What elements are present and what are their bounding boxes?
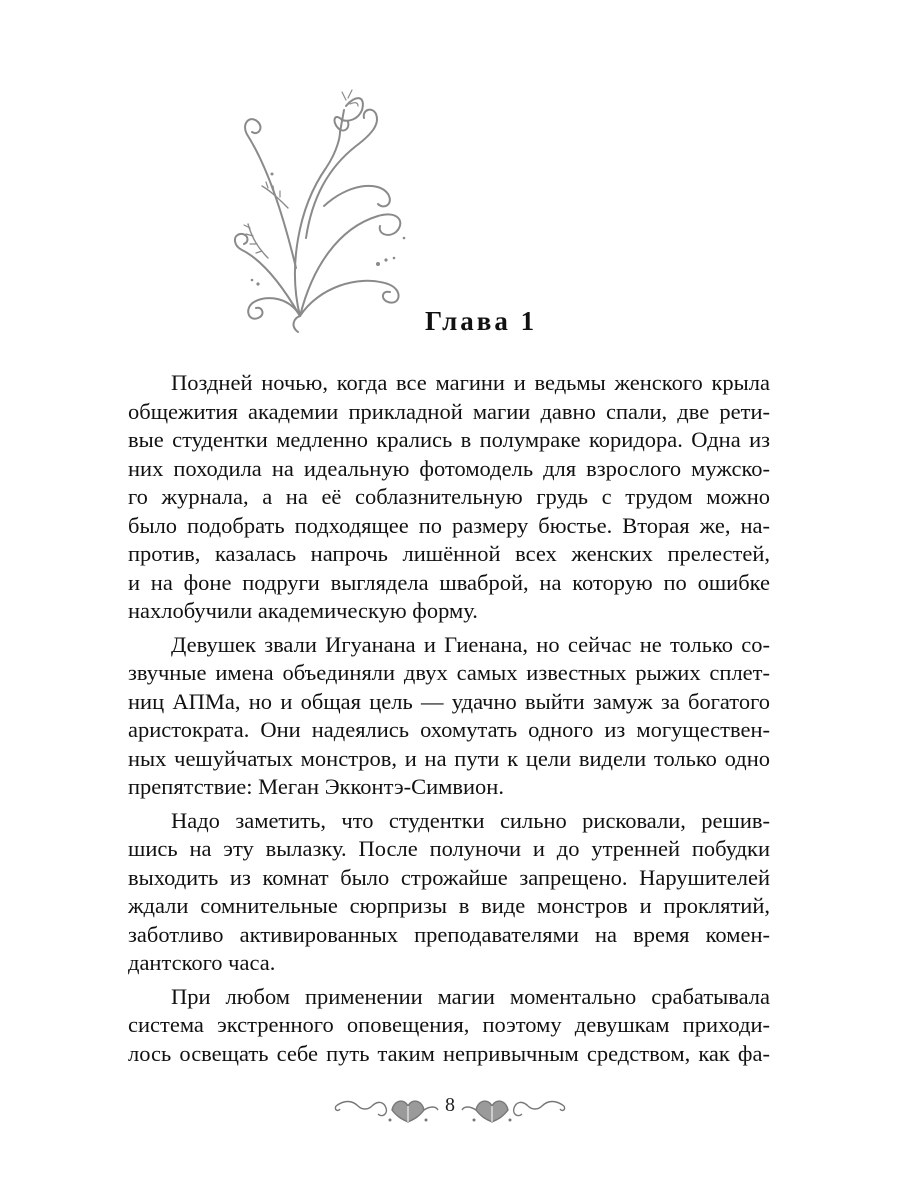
floral-butterfly-ornament — [228, 88, 418, 338]
text-line: было подобрать подходящее по размеру бюстье. Вторая же, на- — [128, 512, 770, 538]
text-line: дантского часа. — [128, 950, 276, 975]
butterfly-icon — [335, 90, 363, 132]
text-line: шись на эту вылазку. После полуночи и до утренней побудки — [128, 836, 770, 861]
text-line: лось освещать себе путь таким непривычным средством, как фа- — [128, 1040, 770, 1066]
text-line: звучные имена объединяли двух самых известных рыжих сплет- — [128, 660, 770, 685]
paragraph-2 — [128, 631, 770, 802]
text-line: общежития академии прикладной магии давно спали, две рети- — [128, 398, 770, 424]
text-line: против, казалась напрочь лишённой всех женских прелестей, — [128, 541, 770, 566]
text-line: ждали сомнительные сюрпризы в виде монстров и проклятий, — [128, 893, 770, 918]
text-line: ниц АПМа, но и общая цель — удачно выйти замуж за богатого — [128, 688, 770, 714]
text-line: При любом применении магии моментально срабатывала — [171, 983, 770, 1009]
text-line: препятствие: Меган Экконтэ-Симвион. — [128, 774, 504, 799]
text-line: го журнала, а на её соблазнительную грудь с трудом можно — [128, 484, 770, 509]
text-line: ных чешуйчатых монстров, и на пути к цели видели только одно — [128, 745, 770, 771]
paragraph-4 — [128, 983, 770, 1069]
text-line: и на фоне подруги выглядела шваброй, на которую по ошибке — [128, 569, 770, 595]
text-line: вые студентки медленно крались в полумраке коридора. Одна из — [128, 427, 770, 452]
text-line: система экстренного оповещения, поэтому девушкам приходи- — [128, 1012, 770, 1037]
text-line: Поздней ночью, когда все магини и ведьмы женского крыла — [171, 370, 770, 395]
footer-ornament-right-icon — [460, 1092, 568, 1128]
text-line: них походила на идеальную фотомодель для взрослого мужско- — [128, 455, 770, 481]
text-line: Надо заметить, что студентки сильно рисковали, решив- — [171, 807, 770, 833]
paragraph-3 — [128, 807, 770, 978]
chapter-title: Глава 1 — [425, 306, 538, 336]
text-line: выходить из комнат было строжайше запрещено. Нарушителей — [128, 864, 770, 890]
page-number: 8 — [445, 1094, 455, 1116]
page-footer — [332, 1088, 568, 1128]
text-line: нахлобучили академическую форму. — [128, 598, 478, 623]
chapter-body — [128, 369, 770, 1073]
text-line: заботливо активированных преподавателями на время комен- — [128, 921, 770, 947]
text-line: Девушек звали Игуанана и Гиенана, но сейчас не только со- — [171, 631, 770, 657]
text-line: аристократа. Они надеялись охомутать одного из могуществен- — [128, 717, 770, 742]
paragraph-1 — [128, 369, 770, 626]
